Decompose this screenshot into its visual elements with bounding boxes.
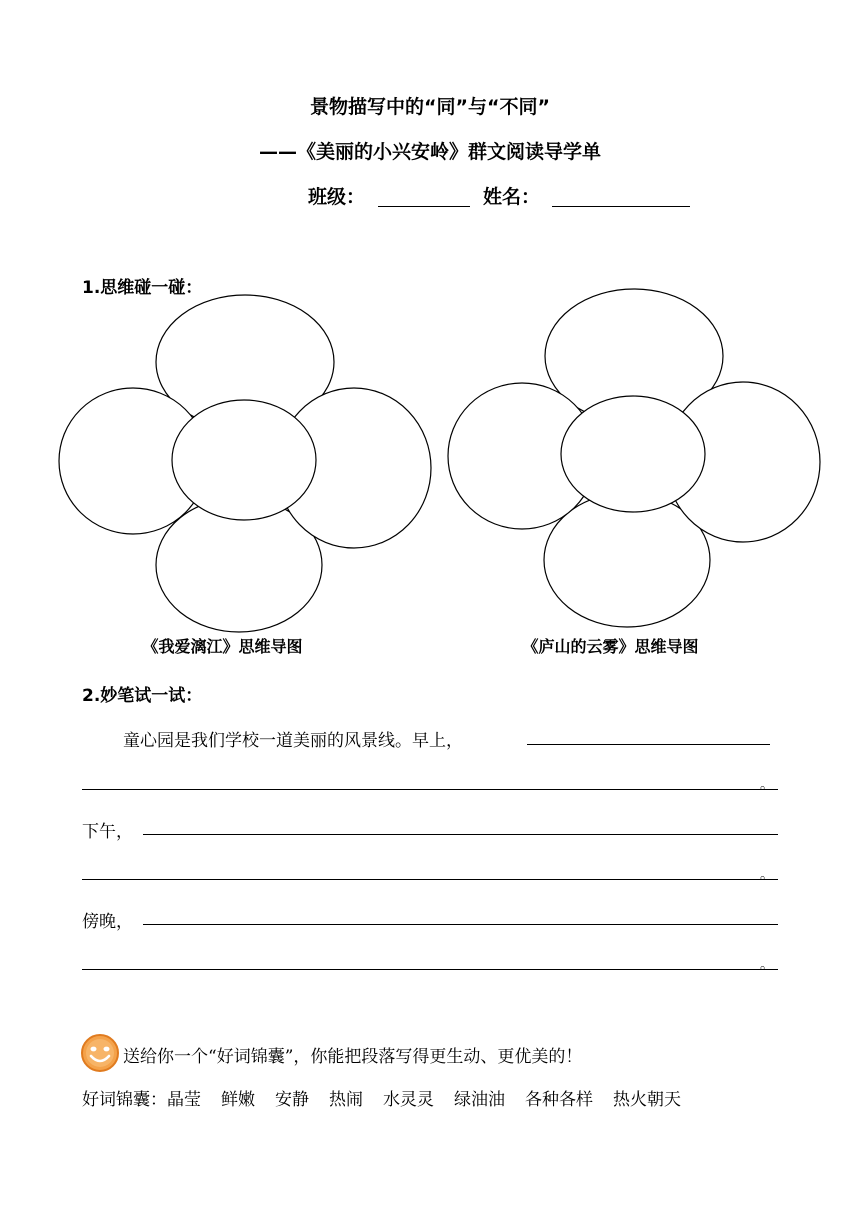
period-mark: 。 [760, 867, 774, 883]
word-item: 热火朝天 [613, 1090, 681, 1110]
writing-afternoon-label: 下午， [82, 822, 133, 842]
word-item: 鲜嫩 [221, 1090, 255, 1110]
period-mark: 。 [760, 957, 774, 973]
word-bag-label: 好词锦囊： [82, 1090, 167, 1110]
writing-evening-label: 傍晚， [82, 912, 133, 932]
word-item: 水灵灵 [383, 1090, 434, 1110]
smiley-icon [80, 1033, 120, 1073]
writing-line-evening-1[interactable] [143, 924, 778, 925]
section2-heading: 2.妙笔试一试： [82, 686, 203, 706]
name-label: 姓名： [483, 186, 541, 208]
center-node [561, 396, 705, 512]
word-item: 各种各样 [525, 1090, 593, 1110]
word-bag-list [82, 1085, 681, 1110]
right-mind-map-caption: 《庐山的云雾》思维导图 [522, 637, 699, 656]
writing-intro: 童心园是我们学校一道美丽的风景线。早上， [123, 731, 463, 751]
writing-line-afternoon-2[interactable] [82, 879, 778, 880]
class-label: 班级： [308, 186, 366, 208]
word-item: 晶莹 [167, 1090, 201, 1110]
left-mind-map-caption: 《我爱漓江》思维导图 [142, 637, 303, 656]
writing-line-evening-2[interactable] [82, 969, 778, 970]
page-title: 景物描写中的“同”与“不同” [310, 96, 550, 118]
word-item: 热闹 [329, 1090, 363, 1110]
writing-line-morning-1[interactable] [527, 744, 770, 745]
word-item: 安静 [275, 1090, 309, 1110]
word-item: 绿油油 [454, 1090, 505, 1110]
section1-heading: 1.思维碰一碰： [82, 278, 203, 298]
word-bag-prompt: 送给你一个“好词锦囊”，你能把段落写得更生动、更优美的！ [123, 1047, 583, 1067]
page-subtitle: ——《美丽的小兴安岭》群文阅读导学单 [258, 141, 601, 163]
period-mark: 。 [760, 777, 774, 793]
writing-line-afternoon-1[interactable] [143, 834, 778, 835]
writing-line-morning-2[interactable] [82, 789, 778, 790]
